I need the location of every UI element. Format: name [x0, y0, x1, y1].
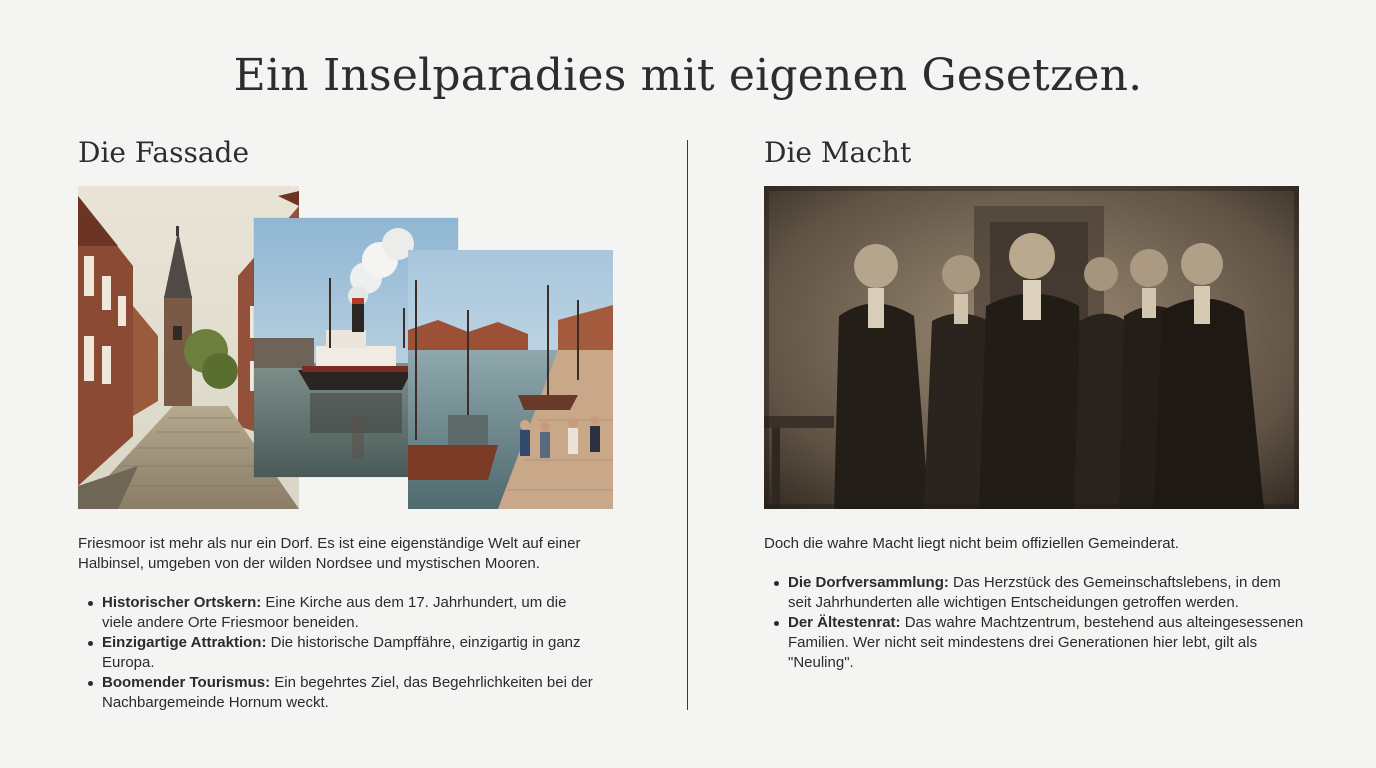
page-title: Ein Inselparadies mit eigenen Gesetzen. — [233, 50, 1143, 101]
left-column-heading: Die Fassade — [78, 136, 250, 169]
bullet-text: Die historische Dampffähre, einzigartig in ganz Europa. — [102, 634, 581, 671]
right-intro-text: Doch die wahre Macht liegt nicht beim offiziellen Gemeinderat. — [764, 535, 1179, 552]
bullet-text: Das wahre Machtzentrum, bestehend aus alteingesessenen Familien. Wer nicht seit mindestens drei Generationen hier lebt, gilt als "Neuling". — [788, 614, 1304, 671]
bullet-term: Historischer Ortskern: — [102, 594, 262, 611]
bullet-text: Eine Kirche aus dem 17. Jahrhundert, um die viele andere Orte Friesmoor beneiden. — [102, 594, 567, 631]
bullet-term: Boomender Tourismus: — [102, 674, 271, 691]
left-bullet-list — [78, 593, 598, 713]
council-of-elders-sepia-photo — [764, 186, 1299, 509]
list-item — [764, 613, 1304, 673]
bullet-term: Einzigartige Attraktion: — [102, 634, 267, 651]
list-item — [764, 573, 1304, 613]
list-item — [78, 673, 598, 713]
bullet-text: Ein begehrtes Ziel, das Begehrlichkeiten bei der Nachbargemeinde Hornum weckt. — [102, 674, 593, 711]
left-intro-text: Friesmoor ist mehr als nur ein Dorf. Es ist eine eigenständige Welt auf einer Halbinsel, umgeben von der wilden Nordsee und mystischen Mooren. — [78, 535, 581, 572]
bullet-term: Die Dorfversammlung: — [788, 574, 949, 591]
list-item — [78, 633, 598, 673]
right-bullet-list — [764, 573, 1304, 673]
right-column-heading: Die Macht — [764, 136, 912, 169]
harbor-promenade-photo — [408, 250, 613, 509]
bullet-term: Der Ältestenrat: — [788, 614, 901, 631]
column-divider — [687, 140, 688, 710]
list-item — [78, 593, 598, 633]
bullet-text: Das Herzstück des Gemeinschaftslebens, in dem seit Jahrhunderten alle wichtigen Entscheidungen getroffen werden. — [788, 574, 1281, 611]
